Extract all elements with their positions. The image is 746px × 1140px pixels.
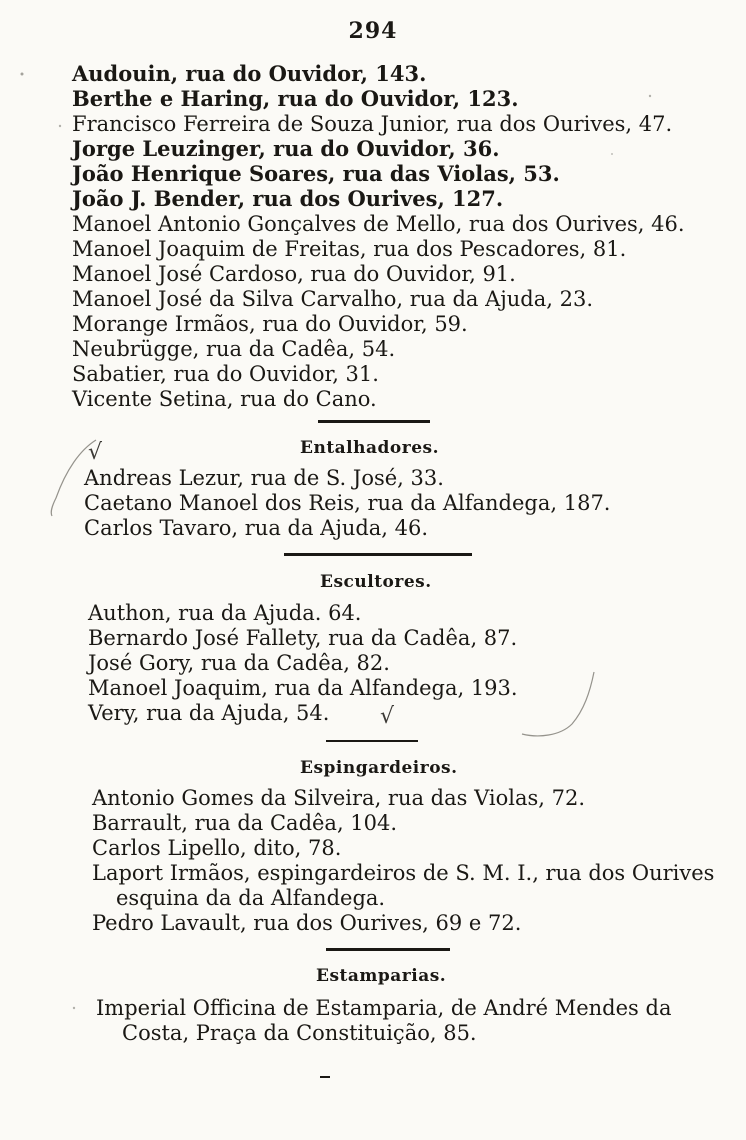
list-item: José Gory, rua da Cadêa, 82. xyxy=(88,651,390,675)
list-item: Manoel Antonio Gonçalves de Mello, rua dos Ourives, 46. xyxy=(72,212,685,236)
list-item: Authon, rua da Ajuda. 64. xyxy=(88,601,362,625)
list-item: Laport Irmãos, espingardeiros de S. M. I., rua dos Ourives xyxy=(92,861,715,885)
list-item: esquina da da Alfandega. xyxy=(116,886,386,910)
list-item: Bernardo José Fallety, rua da Cadêa, 87. xyxy=(88,626,518,650)
section-divider xyxy=(326,740,418,742)
list-item: João Henrique Soares, rua das Violas, 53. xyxy=(72,161,560,186)
section-divider xyxy=(318,420,430,423)
list-item: Antonio Gomes da Silveira, rua das Violas, 72. xyxy=(92,786,586,810)
list-item: João J. Bender, rua dos Ourives, 127. xyxy=(72,186,504,211)
list-item: Morange Irmãos, rua do Ouvidor, 59. xyxy=(72,312,468,336)
list-item: Sabatier, rua do Ouvidor, 31. xyxy=(72,362,379,386)
list-item: Manoel José da Silva Carvalho, rua da Ajuda, 23. xyxy=(72,287,594,311)
section-heading: Escultores. xyxy=(320,572,432,592)
page-mark xyxy=(320,1076,330,1078)
list-item: Pedro Lavault, rua dos Ourives, 69 e 72. xyxy=(92,911,522,935)
list-item: Neubrügge, rua da Cadêa, 54. xyxy=(72,337,396,361)
list-item: Andreas Lezur, rua de S. José, 33. xyxy=(84,466,444,490)
list-item: Carlos Lipello, dito, 78. xyxy=(92,836,342,860)
list-item: Carlos Tavaro, rua da Ajuda, 46. xyxy=(84,516,429,540)
list-item: Manoel Joaquim, rua da Alfandega, 193. xyxy=(88,676,518,700)
list-item: Vicente Setina, rua do Cano. xyxy=(72,387,377,411)
section-divider xyxy=(284,553,472,556)
list-item: Berthe e Haring, rua do Ouvidor, 123. xyxy=(72,86,519,111)
list-item: Caetano Manoel dos Reis, rua da Alfandega, 187. xyxy=(84,491,611,515)
section-heading: Espingardeiros. xyxy=(300,758,458,778)
list-item: Manoel Joaquim de Freitas, rua dos Pescadores, 81. xyxy=(72,237,627,261)
list-item: Manoel José Cardoso, rua do Ouvidor, 91. xyxy=(72,262,516,286)
section-heading: Estamparias. xyxy=(316,966,447,986)
check-mark-icon: √ xyxy=(380,704,395,729)
check-mark-icon: √ xyxy=(88,440,103,465)
list-item: Imperial Officina de Estamparia, de André Mendes da xyxy=(96,996,672,1020)
list-item: Barrault, rua da Cadêa, 104. xyxy=(92,811,398,835)
list-item: Audouin, rua do Ouvidor, 143. xyxy=(72,61,427,86)
section-heading: Entalhadores. xyxy=(300,438,440,458)
list-item: Costa, Praça da Constituição, 85. xyxy=(122,1021,477,1045)
page-number: 294 xyxy=(348,18,398,44)
list-item: Francisco Ferreira de Souza Junior, rua dos Ourives, 47. xyxy=(72,112,673,136)
list-item: Very, rua da Ajuda, 54. xyxy=(88,701,330,725)
list-item: Jorge Leuzinger, rua do Ouvidor, 36. xyxy=(72,136,500,161)
section-divider xyxy=(326,948,450,951)
